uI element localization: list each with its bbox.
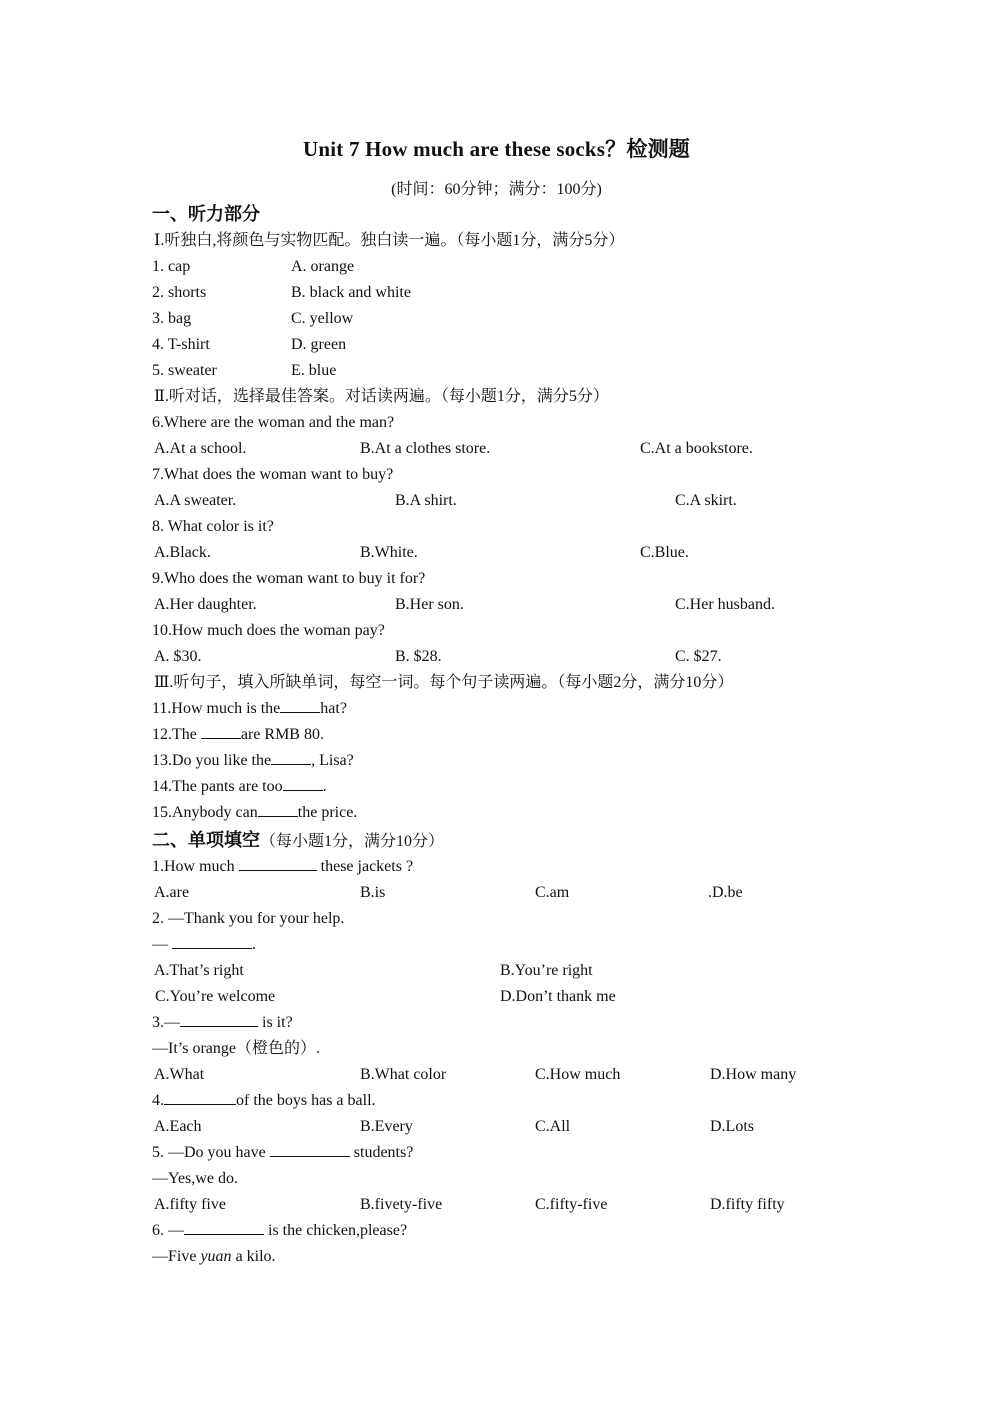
option-a: A.A sweater.	[154, 492, 237, 509]
answer-blank[interactable]	[184, 1218, 264, 1235]
match-row	[152, 280, 852, 306]
answer-blank[interactable]	[180, 1010, 258, 1027]
match-option: C. yellow	[291, 310, 354, 327]
question-stem: 3.— is it?	[152, 1010, 852, 1036]
fill-blank-item: 13.Do you like the , Lisa?	[152, 748, 852, 774]
question-stem: 6. — is the chicken,please?	[152, 1218, 852, 1244]
match-row	[152, 332, 852, 358]
question-stem: 8. What color is it?	[152, 518, 274, 535]
option-b: B.fivety-five	[360, 1196, 443, 1213]
question-stem: 4. of the boys has a ball.	[152, 1088, 852, 1114]
option-b: B.White.	[360, 544, 418, 561]
fill-blank-item: 15.Anybody can the price.	[152, 800, 852, 826]
match-item: 1. cap	[152, 258, 191, 275]
question-reply: —It’s orange（橙色的）.	[152, 1040, 320, 1057]
instruction-part-I: Ⅰ.听独白,将颜色与实物匹配。独白读一遍。（每小题1分，满分5分）	[154, 232, 625, 249]
option-b: B. $28.	[395, 648, 442, 665]
match-row	[152, 254, 852, 280]
option-c: C.am	[535, 884, 570, 901]
option-b: B.What color	[360, 1066, 447, 1083]
section-heading-multiple-choice: 二、单项填空（每小题1分，满分10分）	[152, 830, 445, 850]
options-row	[152, 958, 852, 984]
match-option: E. blue	[291, 362, 337, 379]
option-c: C.A skirt.	[675, 492, 737, 509]
match-item: 5. sweater	[152, 362, 217, 379]
option-d: D.Don’t thank me	[500, 988, 616, 1005]
match-item: 3. bag	[152, 310, 192, 327]
option-a: A.What	[154, 1066, 205, 1083]
options-row	[152, 488, 852, 514]
answer-blank[interactable]	[239, 854, 317, 871]
answer-blank[interactable]	[270, 1140, 350, 1157]
option-c: C. $27.	[675, 648, 722, 665]
match-option: A. orange	[291, 258, 355, 275]
question-stem: 10.How much does the woman pay?	[152, 622, 385, 639]
section-heading-listening: 一、听力部分	[152, 204, 260, 224]
match-item: 2. shorts	[152, 284, 207, 301]
option-c: C.Her husband.	[675, 596, 775, 613]
option-b: B.Every	[360, 1118, 413, 1135]
question-stem: 2. —Thank you for your help.	[152, 910, 345, 927]
option-c: C.All	[535, 1118, 571, 1135]
answer-blank[interactable]	[280, 696, 320, 713]
option-d: D.Lots	[710, 1118, 754, 1135]
instruction-part-II: Ⅱ.听对话，选择最佳答案。对话读两遍。（每小题1分，满分5分）	[154, 388, 609, 405]
answer-blank[interactable]	[271, 748, 311, 765]
option-b: B.is	[360, 884, 386, 901]
options-row	[152, 540, 852, 566]
option-a: A.fifty five	[154, 1196, 226, 1213]
option-b: B.Her son.	[395, 596, 464, 613]
option-b: B.At a clothes store.	[360, 440, 491, 457]
worksheet-content	[152, 200, 852, 1270]
options-row	[152, 984, 852, 1010]
option-a: A.are	[154, 884, 190, 901]
answer-blank[interactable]	[164, 1088, 236, 1105]
question-reply: — .	[152, 932, 852, 958]
match-row	[152, 358, 852, 384]
options-row	[152, 1062, 852, 1088]
fill-blank-item: 12.The are RMB 80.	[152, 722, 852, 748]
options-row	[152, 436, 852, 462]
option-a: A.At a school.	[154, 440, 247, 457]
match-option: B. black and white	[291, 284, 411, 301]
option-d: D.fifty fifty	[710, 1196, 785, 1213]
fill-blank-item: 11.How much is the hat?	[152, 696, 852, 722]
option-a: A.That’s right	[154, 962, 244, 979]
match-option: D. green	[291, 336, 347, 353]
fill-blank-item: 14.The pants are too .	[152, 774, 852, 800]
page-title: Unit 7 How much are these socks？检测题	[303, 137, 690, 161]
instruction-part-III: Ⅲ.听句子，填入所缺单词，每空一词。每个句子读两遍。（每小题2分，满分10分）	[154, 674, 734, 691]
option-d: D.How many	[710, 1066, 797, 1083]
options-row	[152, 1192, 852, 1218]
option-b: B.A shirt.	[395, 492, 457, 509]
answer-blank[interactable]	[201, 722, 241, 739]
question-stem: 5. —Do you have students?	[152, 1140, 852, 1166]
match-item: 4. T-shirt	[152, 336, 210, 353]
option-d: .D.be	[708, 884, 743, 901]
question-stem: 1.How much these jackets ?	[152, 854, 852, 880]
question-stem: 9.Who does the woman want to buy it for?	[152, 570, 426, 587]
answer-blank[interactable]	[283, 774, 323, 791]
option-c: C.You’re welcome	[155, 988, 276, 1005]
options-row	[152, 592, 852, 618]
option-a: A.Black.	[154, 544, 211, 561]
answer-blank[interactable]	[172, 932, 252, 949]
match-row	[152, 306, 852, 332]
question-reply: —Yes,we do.	[152, 1170, 238, 1187]
option-c: C.fifty-five	[535, 1196, 608, 1213]
answer-blank[interactable]	[258, 800, 298, 817]
page-subtitle: (时间：60分钟；满分：100分)	[391, 181, 602, 198]
option-a: A.Her daughter.	[154, 596, 257, 613]
option-a: A. $30.	[154, 648, 202, 665]
question-reply: —Five yuan a kilo.	[152, 1248, 276, 1265]
question-stem: 7.What does the woman want to buy?	[152, 466, 394, 483]
option-a: A.Each	[154, 1118, 202, 1135]
options-row	[152, 644, 852, 670]
option-b: B.You’re right	[500, 962, 593, 979]
question-stem: 6.Where are the woman and the man?	[152, 414, 395, 431]
option-c: C.Blue.	[640, 544, 689, 561]
section-note: （每小题1分，满分10分）	[260, 833, 445, 850]
options-row	[152, 1114, 852, 1140]
options-row	[152, 880, 852, 906]
option-c: C.How much	[535, 1066, 621, 1083]
option-c: C.At a bookstore.	[640, 440, 753, 457]
